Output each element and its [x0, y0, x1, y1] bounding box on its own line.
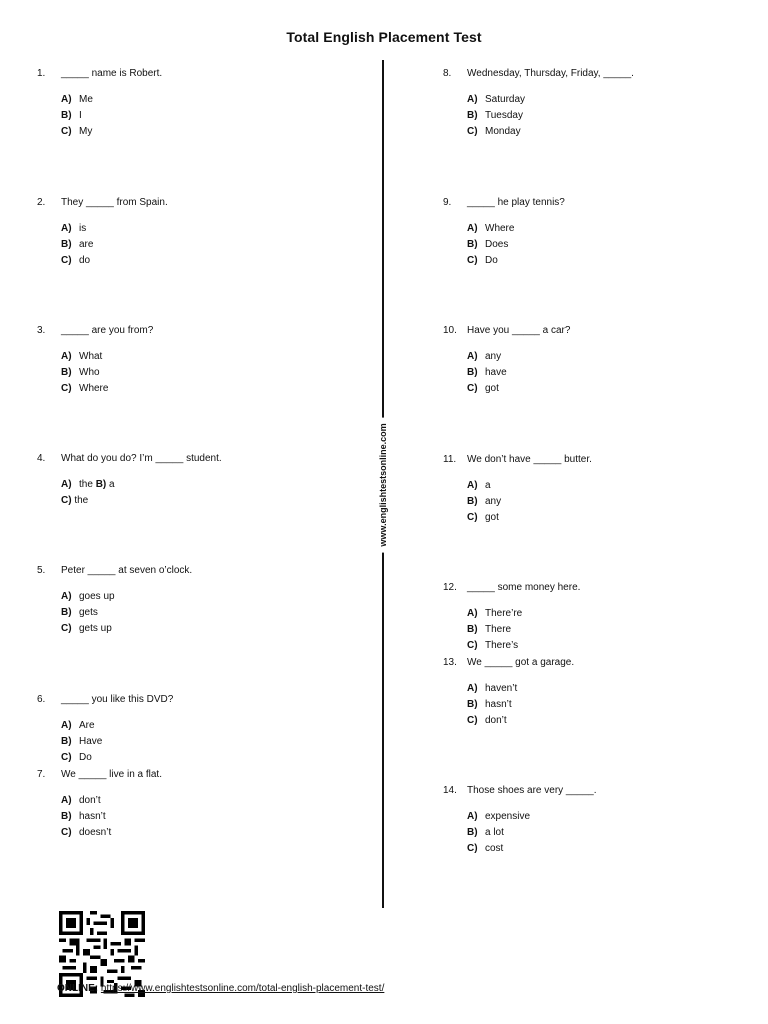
option-text: do [79, 255, 91, 266]
option-text: don’t [485, 715, 507, 726]
question-number: 11. [443, 454, 457, 465]
answer-option[interactable] [61, 108, 162, 124]
question-number: 13. [443, 657, 457, 668]
question-6 [37, 692, 173, 766]
question-number: 7. [37, 769, 46, 780]
option-text: expensive [485, 811, 531, 822]
option-text: My [79, 126, 93, 137]
question-text: Those shoes are very _____. [467, 785, 597, 796]
question-14 [443, 783, 597, 857]
option-letter: C) [61, 623, 72, 634]
answer-option[interactable] [61, 124, 162, 140]
option-letter: A) [61, 223, 72, 234]
option-letter: A) [61, 351, 72, 362]
option-letter: A) [467, 223, 478, 234]
option-letter: A) [467, 480, 478, 491]
answer-option[interactable] [467, 237, 565, 253]
option-text: any [485, 496, 502, 507]
question-10 [443, 323, 570, 397]
option-letter: A) [61, 94, 72, 105]
question-number: 4. [37, 453, 46, 464]
option-letter: B) [467, 110, 478, 121]
option-text: goes up [79, 591, 115, 602]
answer-option[interactable] [467, 365, 570, 381]
option-text: Saturday [485, 94, 526, 105]
option-letter: C) [61, 495, 72, 506]
question-text: We _____ got a garage. [467, 657, 575, 668]
option-letter: B) [467, 699, 478, 710]
option-text: Have [79, 736, 103, 747]
option-letter: C) [467, 843, 478, 854]
option-letter: B) [95, 479, 107, 490]
option-letter: B) [467, 624, 478, 635]
option-letter: B) [61, 110, 72, 121]
answer-option[interactable] [61, 718, 173, 734]
option-letter: C) [61, 383, 72, 394]
answer-option[interactable] [61, 495, 88, 506]
question-number: 6. [37, 694, 46, 705]
question-11 [443, 452, 592, 526]
question-9 [443, 195, 565, 269]
question-7 [37, 767, 162, 841]
answer-option[interactable] [61, 825, 162, 841]
option-letter: A) [467, 94, 478, 105]
option-letter: B) [467, 827, 478, 838]
question-text: _____ name is Robert. [61, 68, 163, 79]
option-letter: B) [61, 811, 72, 822]
answer-option[interactable] [467, 606, 580, 622]
option-text: a lot [485, 827, 504, 838]
question-number: 10. [443, 325, 457, 336]
answer-option[interactable] [61, 349, 153, 365]
test-url-link[interactable]: https://www.englishtestsonline.com/total-english-placement-test/ [100, 983, 385, 994]
question-2 [37, 195, 168, 269]
option-letter: A) [61, 591, 72, 602]
option-text: don’t [79, 795, 101, 806]
answer-option[interactable] [61, 479, 93, 490]
question-1 [37, 66, 162, 140]
option-letter: A) [61, 795, 72, 806]
answer-option[interactable] [467, 681, 574, 697]
question-text: Wednesday, Thursday, Friday, _____. [467, 68, 634, 79]
option-letter: C) [467, 255, 478, 266]
answer-option[interactable] [467, 124, 634, 140]
option-text: Do [485, 255, 498, 266]
option-letter: A) [467, 811, 478, 822]
option-text: are [79, 239, 94, 250]
option-text: Tuesday [485, 110, 523, 121]
footer-label: ONLINE: [57, 983, 99, 994]
option-text: Monday [485, 126, 521, 137]
option-text: Where [79, 383, 109, 394]
option-text: Where [485, 223, 515, 234]
answer-option[interactable] [61, 750, 173, 766]
option-letter: B) [61, 736, 72, 747]
answer-option[interactable] [61, 621, 192, 637]
question-text: _____ some money here. [467, 582, 581, 593]
option-letter: B) [61, 607, 72, 618]
answer-option[interactable] [467, 622, 580, 638]
option-letter: A) [467, 608, 478, 619]
option-letter: A) [467, 351, 478, 362]
answer-option[interactable] [467, 478, 592, 494]
answer-option[interactable] [467, 638, 580, 654]
option-text: gets up [79, 623, 112, 634]
answer-option[interactable] [467, 510, 592, 526]
option-text: There’s [485, 640, 519, 651]
option-letter: C) [467, 512, 478, 523]
answer-option[interactable] [61, 253, 168, 269]
option-letter: C) [467, 640, 478, 651]
question-5 [37, 563, 192, 637]
answer-option[interactable] [467, 253, 565, 269]
option-letter: A) [467, 683, 478, 694]
option-letter: B) [467, 239, 478, 250]
answer-option[interactable] [467, 825, 597, 841]
answer-option[interactable] [467, 349, 570, 365]
question-number: 3. [37, 325, 46, 336]
option-text: doesn’t [79, 827, 112, 838]
answer-option[interactable] [467, 92, 634, 108]
option-text: gets [79, 607, 98, 618]
answer-option[interactable] [61, 365, 153, 381]
answer-option[interactable] [61, 381, 153, 397]
option-letter: C) [467, 715, 478, 726]
option-letter: C) [467, 383, 478, 394]
question-4 [37, 451, 222, 509]
question-3 [37, 323, 153, 397]
option-text: any [485, 351, 502, 362]
option-text: Are [79, 720, 95, 731]
option-text: got [485, 512, 499, 523]
option-letter: B) [61, 239, 72, 250]
option-text: the [74, 495, 89, 506]
option-letter: C) [467, 126, 478, 137]
option-text: Does [485, 239, 509, 250]
option-text: Me [79, 94, 93, 105]
option-letter: B) [467, 367, 478, 378]
answer-option[interactable] [61, 221, 168, 237]
option-text: There [485, 624, 512, 635]
question-text: They _____ from Spain. [61, 197, 168, 208]
option-text: Who [79, 367, 100, 378]
option-text: cost [485, 843, 504, 854]
question-number: 8. [443, 68, 452, 79]
option-text: a [109, 479, 115, 490]
answer-option[interactable] [61, 809, 162, 825]
page-title: Total English Placement Test [286, 29, 482, 45]
question-number: 5. [37, 565, 46, 576]
answer-option[interactable] [467, 494, 592, 510]
option-letter: B) [61, 367, 72, 378]
option-letter: A) [61, 720, 72, 731]
answer-option[interactable] [96, 479, 115, 490]
site-watermark: www.englishtestsonline.com [374, 417, 392, 552]
question-text: We _____ live in a flat. [61, 769, 162, 780]
option-text: a [485, 480, 491, 491]
option-text: Do [79, 752, 92, 763]
option-text: is [79, 223, 87, 234]
question-text: _____ you like this DVD? [61, 694, 174, 705]
option-text: hasn’t [485, 699, 512, 710]
question-text: We don’t have _____ butter. [467, 454, 592, 465]
option-text: haven’t [485, 683, 518, 694]
option-letter: C) [61, 752, 72, 763]
option-text: got [485, 383, 499, 394]
question-number: 12. [443, 582, 457, 593]
answer-option[interactable] [61, 734, 173, 750]
answer-option[interactable] [467, 108, 634, 124]
answer-option[interactable] [61, 237, 168, 253]
answer-option[interactable] [467, 221, 565, 237]
option-letter: B) [467, 496, 478, 507]
option-letter: C) [61, 255, 72, 266]
answer-option[interactable] [61, 92, 162, 108]
answer-option[interactable] [467, 809, 597, 825]
option-text: There’re [485, 608, 523, 619]
answer-option[interactable] [61, 793, 162, 809]
option-text: hasn’t [79, 811, 106, 822]
option-text: have [485, 367, 507, 378]
answer-option[interactable] [467, 381, 570, 397]
answer-option[interactable] [61, 589, 192, 605]
question-number: 2. [37, 197, 46, 208]
question-text: _____ he play tennis? [467, 197, 565, 208]
option-text: What [79, 351, 103, 362]
option-text: I [79, 110, 82, 121]
question-number: 9. [443, 197, 452, 208]
question-13 [443, 655, 574, 729]
footer-online-link [57, 983, 384, 994]
answer-option[interactable] [467, 697, 574, 713]
question-12 [443, 580, 580, 654]
option-letter: A) [61, 479, 72, 490]
option-letter: C) [61, 126, 72, 137]
question-number: 1. [37, 68, 46, 79]
question-text: Have you _____ a car? [467, 325, 571, 336]
question-text: What do you do? I’m _____ student. [61, 453, 222, 464]
answer-option[interactable] [467, 841, 597, 857]
question-number: 14. [443, 785, 457, 796]
question-text: Peter _____ at seven o’clock. [61, 565, 193, 576]
option-letter: C) [61, 827, 72, 838]
option-text: the [79, 479, 93, 490]
answer-option[interactable] [61, 605, 192, 621]
answer-option[interactable] [467, 713, 574, 729]
question-8 [443, 66, 634, 140]
question-text: _____ are you from? [61, 325, 154, 336]
